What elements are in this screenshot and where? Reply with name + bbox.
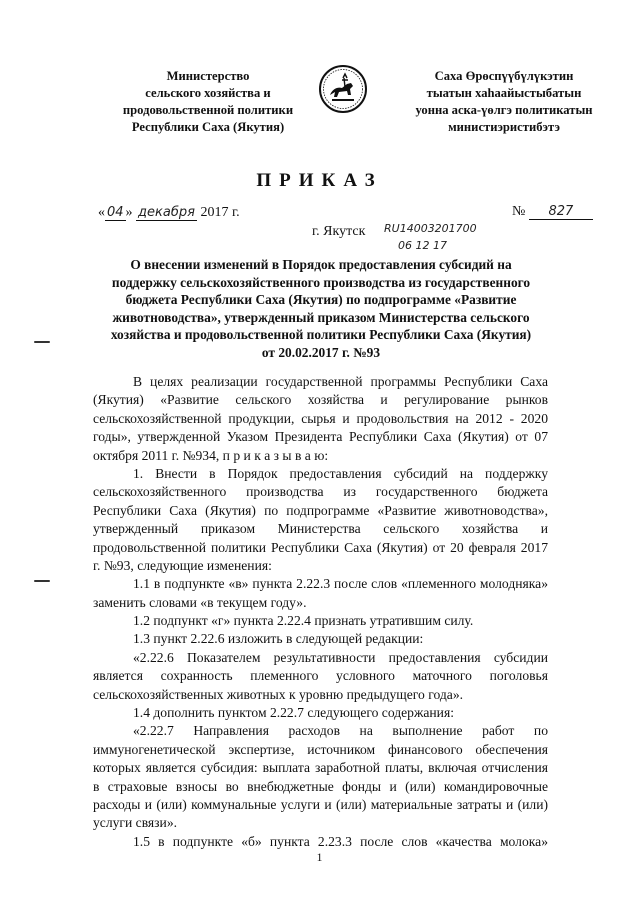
- body-line: 1.4 дополнить пунктом 2.22.7 следующего содержания:: [133, 705, 454, 721]
- body-line: 1. Внести в Порядок предоставления субсидий на поддержку: [133, 465, 548, 481]
- body-line: сельскохозяйственного производства из государственного бюджета: [93, 484, 548, 500]
- ministry-name-russian: [108, 68, 308, 136]
- body-line: продовольственной политики Республики Саха (Якутия) от 20 февраля 2017: [93, 539, 548, 555]
- order-subject: [92, 256, 550, 361]
- subject-line: поддержку сельскохозяйственного производства из государственного: [111, 274, 531, 290]
- header-left-line: Министерство: [166, 69, 250, 83]
- body-line: 1.3 пункт 2.22.6 изложить в следующей редакции:: [133, 631, 424, 647]
- body-line: годы», утвержденной Указом Президента Республики Саха (Якутия) от 07: [93, 429, 548, 445]
- ministry-name-yakut: [392, 68, 616, 136]
- date-quote-open: «: [98, 205, 105, 220]
- body-line: Республики Саха (Якутия) по подпрограмме «Развитие животноводства»,: [93, 502, 548, 518]
- body-line: сельскохозяйственной продукции, сырья и продовольствия на 2012 - 2020: [93, 410, 548, 426]
- body-line: услуги связи».: [93, 815, 178, 831]
- body-line: 1.2 подпункт «г» пункта 2.22.4 признать утратившим силу.: [133, 613, 474, 629]
- body-line: утвержденный приказом Министерства сельского хозяйства и: [93, 521, 548, 537]
- city-label: г. Якутск: [312, 224, 366, 239]
- body-line: г. №93, следующие изменения:: [93, 557, 272, 573]
- subject-line: от 20.02.2017 г. №93: [261, 344, 381, 360]
- number-sign: №: [512, 204, 526, 219]
- header-left-line: Республики Саха (Якутия): [131, 120, 285, 134]
- header-right-line: министиэристибэтэ: [448, 120, 560, 134]
- order-body-text: [93, 373, 548, 851]
- order-date: [98, 205, 240, 221]
- registration-date: 06 12 17: [398, 239, 447, 252]
- header-right-line: тыатын хаһаайыстыбатын: [426, 86, 582, 100]
- body-line: 1.5 в подпункте «б» пункта 2.23.3 после слов «качества молока»: [133, 833, 548, 849]
- body-line: октября 2011 г. №934, п р и к а з ы в а ю:: [93, 447, 329, 463]
- date-quote-close: »: [125, 205, 133, 220]
- page-number: 1: [316, 850, 323, 864]
- body-line: (Якутия) «Развитие сельского хозяйства и регулирование рынков: [93, 392, 548, 408]
- document-title: ПРИКАЗ: [256, 170, 383, 191]
- body-line: заменить словами «в текущем году».: [93, 594, 307, 610]
- body-line: сельскохозяйственных животных к уровню предыдущего года».: [93, 686, 464, 702]
- header-left-line: сельского хозяйства и: [145, 86, 271, 100]
- subject-line: О внесении изменений в Порядок предоставления субсидий на: [130, 257, 512, 272]
- body-line: «2.22.7 Направления расходов на выполнение работ по: [133, 723, 548, 739]
- body-line: которых является субсидия: выплата заработной платы, включая отчисления: [93, 760, 548, 776]
- body-line: «2.22.6 Показателем результативности предоставления субсидии: [133, 649, 548, 665]
- order-number-handwritten: 827: [529, 204, 593, 220]
- body-line: 1.1 в подпункте «в» пункта 2.22.3 после слов «племенного молодняка»: [133, 576, 548, 592]
- body-line: расходы и (или) коммунальные услуги и (или) материальные затраты и (или): [93, 796, 548, 812]
- order-number: [512, 204, 593, 220]
- body-line: иммуногенетической экспертизе, источником финансового обеспечения: [93, 741, 548, 757]
- body-line: В целях реализации государственной программы Республики Саха: [133, 374, 548, 389]
- scan-margin-mark: [34, 580, 50, 582]
- header-right-line: Саха Өрөспүүбүлүкэтин: [434, 69, 574, 83]
- subject-line: хозяйства и продовольственной политики Республики Саха (Якутия): [110, 327, 532, 342]
- registration-number: RU14003201700: [384, 222, 477, 235]
- subject-line: животноводства», утвержденный приказом Министерства сельского: [112, 309, 530, 325]
- coat-of-arms-emblem: [318, 64, 368, 114]
- registration-stamp-handwritten: [384, 220, 477, 254]
- body-line: является сохранность племенного условного маточного поголовья: [93, 668, 548, 684]
- scan-margin-mark: [34, 341, 50, 343]
- body-line: в страховые взносы во внебюджетные фонды и (или) командировочные: [93, 778, 548, 794]
- date-year: 2017 г.: [200, 205, 240, 220]
- date-day-handwritten: 04: [107, 205, 124, 220]
- header-left-line: продовольственной политики: [122, 103, 294, 117]
- date-month-handwritten: декабря: [138, 205, 195, 220]
- subject-line: бюджета Республики Саха (Якутия) по подпрограмме «Развитие: [125, 292, 517, 307]
- header-right-line: уонна аска-үөлгэ политикатын: [415, 103, 593, 117]
